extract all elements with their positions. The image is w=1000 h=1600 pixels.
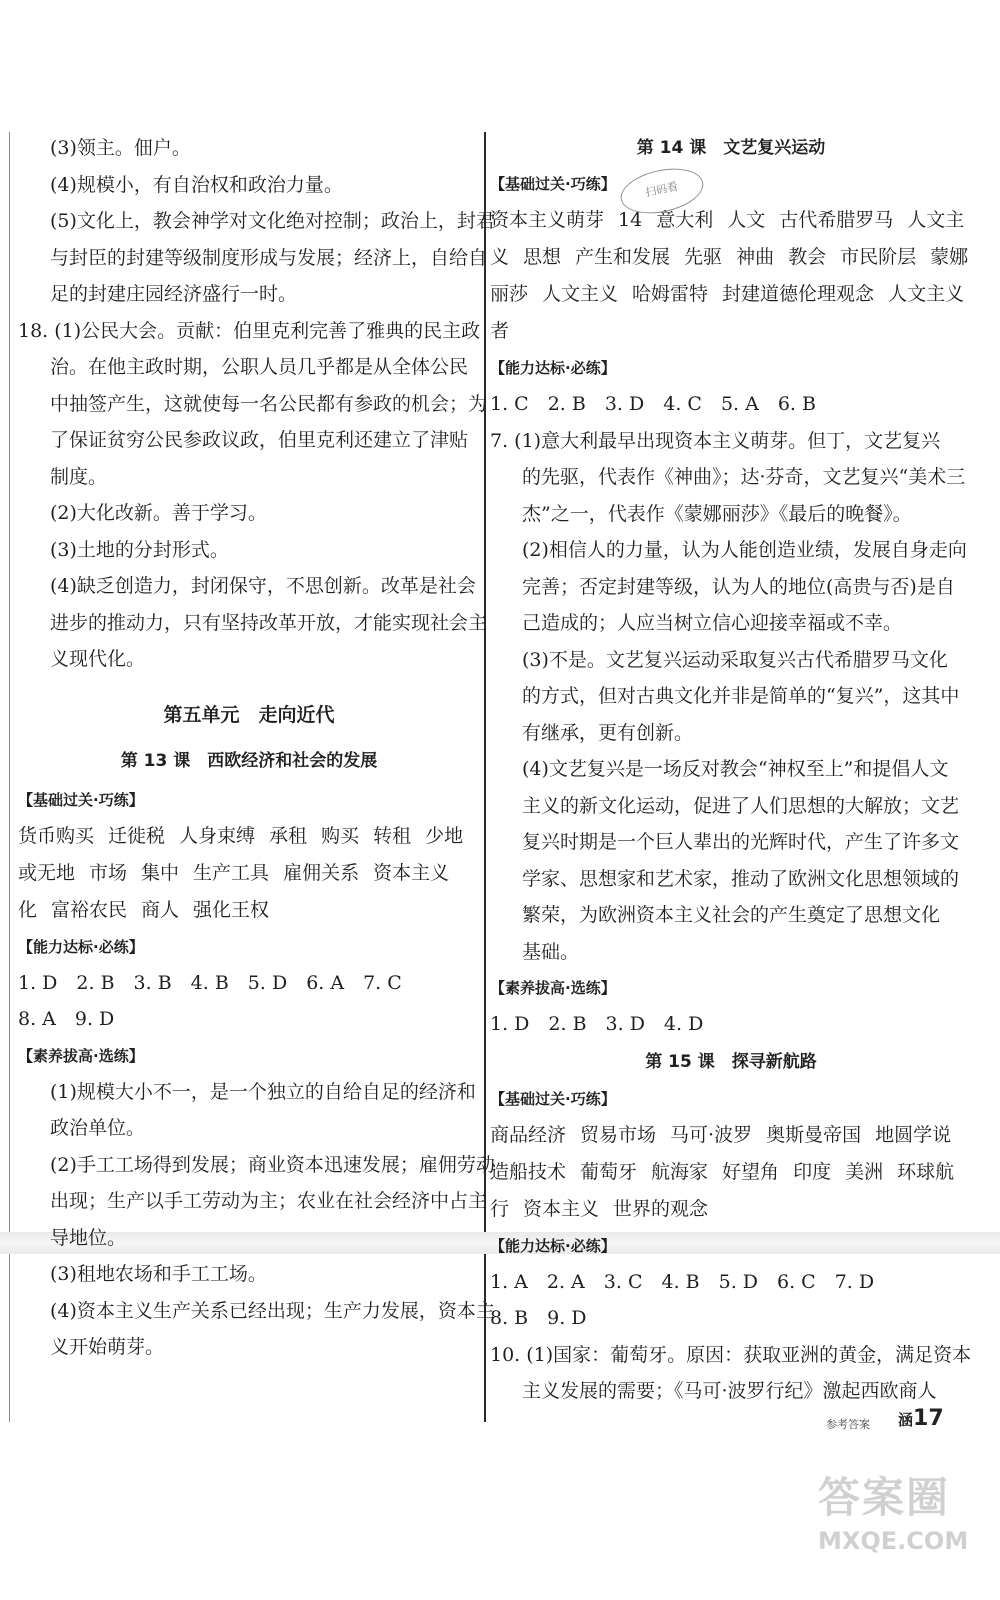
answer-line: 足的封建庄园经济盛行一时。 bbox=[50, 283, 298, 305]
answer-line: 进步的推动力，只有坚持改革开放，才能实现社会主 bbox=[50, 611, 488, 634]
keyword: 少地或无地 bbox=[18, 824, 464, 884]
keyword: 意大利 bbox=[656, 209, 714, 231]
answer-line: (4)缺乏创造力，封闭保守，不思创新。改革是社会 bbox=[50, 575, 476, 597]
page-edge-line bbox=[9, 132, 10, 1422]
keyword: 马可·波罗 bbox=[670, 1123, 753, 1146]
right-column bbox=[490, 130, 972, 1410]
answer-line: 义开始萌芽。 bbox=[50, 1336, 165, 1358]
answer-line: (4)文艺复兴是一场反对教会“神权至上”和提倡人文 bbox=[522, 758, 949, 780]
keyword: 资本主义 bbox=[523, 1197, 600, 1220]
qr-stamp-icon: 扫码看 bbox=[617, 162, 708, 221]
keyword: 封建道德伦理观念 bbox=[722, 283, 875, 305]
lesson-13-ability-line-1: 1. D 2. B 3. B 4. B 5. D 6. A 7. C bbox=[18, 971, 402, 994]
keyword: 先驱 bbox=[684, 246, 723, 268]
keyword: 思想 bbox=[523, 246, 562, 268]
keyword: 奥斯曼帝国 bbox=[766, 1123, 862, 1146]
lesson-14-basic-words bbox=[490, 202, 972, 350]
keyword: 人文主义 bbox=[542, 283, 619, 305]
answer-line: (3)土地的分封形式。 bbox=[50, 538, 229, 561]
keyword: 好望角 bbox=[722, 1160, 780, 1183]
keyword: 承租 bbox=[269, 824, 308, 847]
answer-line: 有继承，更有创新。 bbox=[522, 721, 694, 744]
keyword: 印度 bbox=[793, 1160, 832, 1183]
lesson-13-ability-line-2: 8. A 9. D bbox=[18, 1008, 115, 1030]
watermark-line-2: MXQE.COM bbox=[818, 1527, 969, 1555]
lesson-15-basic-words bbox=[490, 1117, 972, 1228]
answer-line: 制度。 bbox=[50, 465, 108, 488]
answer-line: 1. C 2. B 3. D 4. C 5. A 6. B bbox=[490, 393, 816, 415]
answer-line: 复兴时期是一个巨人辈出的光辉时代，产生了许多文 bbox=[522, 831, 960, 853]
lesson-14-ability-lines bbox=[490, 386, 972, 970]
keyword: 世界的观念 bbox=[613, 1197, 709, 1220]
keyword: 葡萄牙 bbox=[580, 1160, 638, 1183]
lesson-15-ability-lines bbox=[490, 1264, 972, 1410]
lesson-14-quality-heading: 【素养拔高·选练】 bbox=[490, 979, 616, 997]
answer-line: (4)规模小，有自治权和政治力量。 bbox=[50, 173, 343, 196]
keyword: 购买 bbox=[321, 824, 360, 847]
answer-line: 的先驱，代表作《神曲》；达·芬奇，文艺复兴“美术三 bbox=[522, 466, 966, 488]
answer-line: 导地位。 bbox=[50, 1226, 127, 1249]
answer-line: (3)租地农场和手工工场。 bbox=[50, 1263, 267, 1285]
answer-line: 主义发展的需要；《马可·波罗行纪》激起西欧商人 bbox=[522, 1380, 937, 1402]
answer-line: (3)不是。文艺复兴运动采取复兴古代希腊罗马文化 bbox=[522, 648, 948, 671]
answer-line: 18. (1)公民大会。贡献：伯里克利完善了雅典的民主政 bbox=[18, 319, 481, 342]
lesson-13-ability-heading: 【能力达标·必练】 bbox=[18, 937, 144, 956]
lesson-13-title: 第 13 课 西欧经济和社会的发展 bbox=[120, 750, 378, 771]
keyword: 商品经济 bbox=[490, 1123, 567, 1146]
unit-title: 第五单元 走向近代 bbox=[163, 703, 335, 726]
lesson-15-ability-heading: 【能力达标·必练】 bbox=[490, 1236, 616, 1255]
answer-line: 主义的新文化运动，促进了人们思想的大解放；文艺 bbox=[522, 794, 960, 817]
keyword: 人文 bbox=[727, 209, 766, 231]
keyword: 人文主义者 bbox=[490, 283, 965, 342]
answer-line: 学家、思想家和艺术家，推动了欧洲文化思想领域的 bbox=[522, 867, 960, 890]
keyword: 货币购买 bbox=[18, 824, 95, 847]
keyword: 蒙娜丽莎 bbox=[490, 246, 969, 305]
answer-line: (2)手工工场得到发展；商业资本迅速发展；雇佣劳动 bbox=[50, 1153, 495, 1176]
lesson-13-quality-heading: 【素养拔高·选练】 bbox=[18, 1046, 144, 1065]
answer-line: 中抽签产生，这就使每一名公民都有参政的机会；为 bbox=[50, 392, 488, 415]
answer-line: (2)相信人的力量，认为人能创造业绩，发展自身走向 bbox=[522, 539, 967, 561]
answer-line: 政治单位。 bbox=[50, 1117, 146, 1139]
lesson-15-basic-heading: 【基础过关·巧练】 bbox=[490, 1089, 616, 1108]
answer-line: 杰”之一，代表作《蒙娜丽莎》《最后的晚餐》。 bbox=[522, 502, 912, 525]
page-number bbox=[898, 1406, 944, 1431]
answer-line: 8. B 9. D bbox=[490, 1307, 587, 1329]
answer-line: (1)规模大小不一，是一个独立的自给自足的经济和 bbox=[50, 1080, 476, 1103]
answer-line: (4)资本主义生产关系已经出现；生产力发展，资本主 bbox=[50, 1299, 495, 1322]
keyword: 生产工具 bbox=[193, 861, 270, 884]
keyword: 神曲 bbox=[736, 246, 775, 268]
keyword: 商人 bbox=[141, 898, 180, 921]
watermark-logo bbox=[818, 1470, 996, 1598]
keyword: 造船技术 bbox=[490, 1160, 567, 1183]
keyword: 资本主义萌芽 bbox=[490, 209, 605, 231]
lesson-13-basic-heading: 【基础过关·巧练】 bbox=[18, 790, 144, 809]
left-answer-lines bbox=[18, 130, 495, 678]
keyword: 地圆学说 bbox=[875, 1123, 952, 1146]
answer-line: (5)文化上，教会神学对文化绝对控制；政治上，封君 bbox=[50, 210, 495, 232]
answer-line: 基础。 bbox=[522, 940, 580, 963]
answer-line: 与封臣的封建等级制度形成与发展；经济上，自给自 bbox=[50, 246, 488, 269]
keyword: 古代希腊罗马 bbox=[779, 209, 894, 231]
keyword: 产生和发展 bbox=[575, 246, 671, 268]
page-number-value: 17 bbox=[913, 1406, 944, 1431]
answer-line: 1. A 2. A 3. C 4. B 5. D 6. C 7. D bbox=[490, 1270, 875, 1293]
keyword: 人身束缚 bbox=[179, 824, 256, 847]
keyword: 集中 bbox=[141, 861, 180, 884]
blank-header-area bbox=[0, 0, 1000, 128]
lesson-14-ability-heading: 【能力达标·必练】 bbox=[490, 359, 616, 377]
answer-line: 治。在他主政时期，公职人员几乎都是从全体公民 bbox=[50, 356, 469, 378]
keyword: 14 bbox=[618, 209, 643, 231]
keyword: 转租 bbox=[373, 824, 412, 847]
answer-line: 了保证贫穷公民参政议政，伯里克利还建立了津贴 bbox=[50, 429, 469, 451]
keyword: 迁徙税 bbox=[108, 824, 166, 847]
keyword: 雇佣关系 bbox=[283, 861, 360, 884]
answer-line: 的方式，但对古典文化并非是简单的“复兴”，这其中 bbox=[522, 685, 960, 707]
answer-line: (3)领主。佃户。 bbox=[50, 137, 191, 159]
answer-line: 完善；否定封建等级，认为人的地位(高贵与否)是自 bbox=[522, 575, 955, 598]
answer-line: 7. (1)意大利最早出现资本主义萌芽。但丁，文艺复兴 bbox=[490, 429, 941, 452]
lesson-14-quality-line: 1. D 2. B 3. D 4. D bbox=[490, 1013, 704, 1035]
keyword: 贸易市场 bbox=[580, 1123, 657, 1146]
keyword: 强化王权 bbox=[193, 898, 270, 921]
answer-line: 义现代化。 bbox=[50, 648, 146, 670]
page-prefix: 涵 bbox=[898, 1411, 914, 1429]
keyword: 市场 bbox=[89, 861, 128, 884]
lesson-14-basic-heading: 【基础过关·巧练】 bbox=[490, 175, 616, 193]
answer-line: (2)大化改新。善于学习。 bbox=[50, 502, 267, 524]
lesson-13-quality-lines bbox=[18, 1074, 495, 1366]
keyword: 资本主义化 bbox=[18, 861, 450, 921]
lesson-14-title: 第 14 课 文艺复兴运动 bbox=[636, 138, 826, 158]
left-column bbox=[18, 130, 495, 1366]
answer-line: 繁荣，为欧洲资本主义社会的产生奠定了思想文化 bbox=[522, 904, 941, 926]
keyword: 人文主义 bbox=[490, 209, 965, 268]
answer-line: 己造成的；人应当树立信心迎接幸福或不幸。 bbox=[522, 612, 903, 634]
keyword: 哈姆雷特 bbox=[632, 283, 709, 305]
footer-label: 参考答案 bbox=[826, 1418, 870, 1431]
keyword: 教会 bbox=[788, 246, 827, 268]
answer-line: 出现；生产以手工劳动为主；农业在社会经济中占主 bbox=[50, 1190, 488, 1212]
lesson-15-title: 第 15 课 探寻新航路 bbox=[645, 1051, 817, 1072]
keyword: 美洲 bbox=[845, 1160, 884, 1183]
keyword: 富裕农民 bbox=[51, 898, 128, 921]
column-divider bbox=[484, 132, 486, 1422]
lesson-13-basic-words bbox=[18, 818, 480, 929]
watermark-line-1: 答案圈 bbox=[818, 1473, 951, 1522]
keyword: 环球航行 bbox=[490, 1160, 955, 1220]
keyword: 航海家 bbox=[651, 1160, 709, 1183]
keyword: 市民阶层 bbox=[840, 246, 917, 268]
answer-line: 10. (1)国家：葡萄牙。原因：获取亚洲的黄金，满足资本 bbox=[490, 1343, 972, 1366]
